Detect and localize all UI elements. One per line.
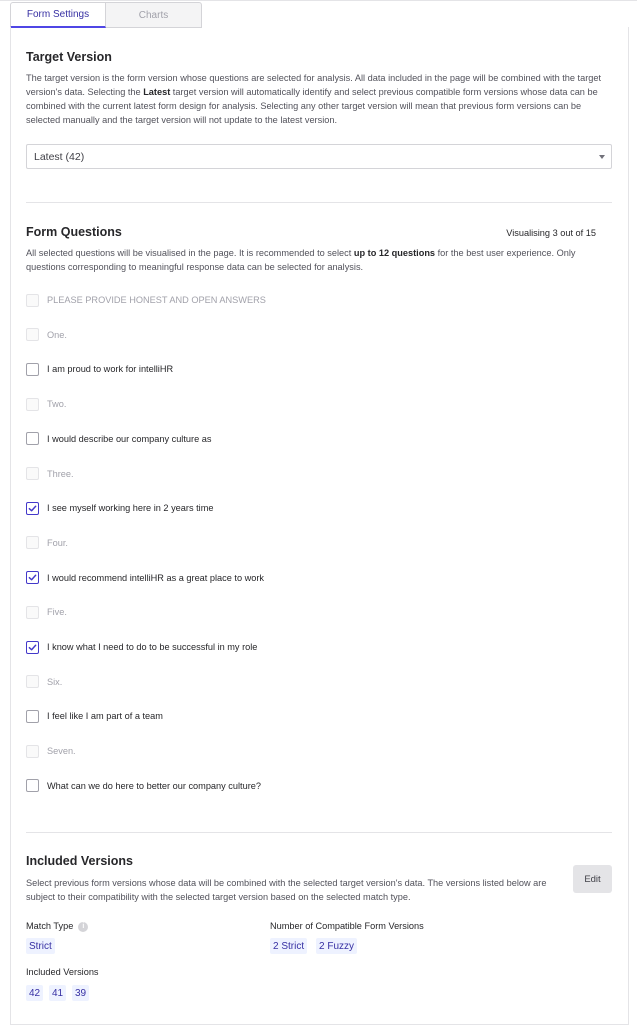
- question-row[interactable]: [26, 709, 163, 723]
- checkbox: [26, 536, 39, 549]
- match-type-label: Match Type: [26, 921, 74, 931]
- question-label: Two.: [47, 399, 67, 410]
- compatible-strict-chip: 2 Strict: [270, 938, 307, 954]
- info-icon[interactable]: i: [78, 922, 88, 932]
- question-row[interactable]: [26, 362, 173, 376]
- checkbox[interactable]: [26, 710, 39, 723]
- question-label: One.: [47, 329, 67, 340]
- top-border: [0, 0, 637, 1]
- checkbox[interactable]: [26, 363, 39, 376]
- question-row: [26, 328, 67, 342]
- target-version-select[interactable]: [26, 144, 612, 169]
- included-version-chip: 42: [26, 985, 43, 1001]
- question-row[interactable]: [26, 432, 211, 446]
- section-divider: [26, 202, 612, 203]
- compatible-fuzzy-chip: 2 Fuzzy: [316, 938, 357, 954]
- question-row[interactable]: [26, 501, 213, 515]
- question-row: [26, 675, 62, 689]
- question-label: Five.: [47, 607, 67, 618]
- question-row: [26, 293, 266, 307]
- checkmark-icon: [28, 643, 37, 652]
- section-divider: [26, 832, 612, 833]
- included-version-chip: 41: [49, 985, 66, 1001]
- checkbox: [26, 745, 39, 758]
- question-label: I know what I need to do to be successful in my role: [47, 642, 258, 652]
- checkbox: [26, 675, 39, 688]
- question-row[interactable]: [26, 571, 264, 585]
- question-label: Four.: [47, 537, 68, 548]
- question-label: Three.: [47, 468, 74, 479]
- target-version-title: Target Version: [26, 50, 112, 64]
- included-version-chip: 39: [72, 985, 89, 1001]
- form-questions-description: [26, 246, 606, 274]
- form-questions-title: Form Questions: [26, 225, 122, 239]
- question-label: Seven.: [47, 746, 76, 757]
- match-type-label-wrap: [26, 921, 88, 932]
- compatible-versions-label: Number of Compatible Form Versions: [270, 921, 424, 931]
- question-label: Six.: [47, 676, 63, 687]
- checkbox: [26, 328, 39, 341]
- question-label: I would describe our company culture as: [47, 433, 212, 444]
- checkbox: [26, 398, 39, 411]
- question-label: I would recommend intelliHR as a great place to work: [47, 572, 265, 583]
- checkbox-checked[interactable]: [26, 641, 39, 654]
- question-label: I feel like I am part of a team: [47, 711, 163, 722]
- form-questions-desc-text-1: All selected questions will be visualised in the page. It is recommended to select: [26, 248, 354, 258]
- question-row[interactable]: [26, 779, 261, 793]
- target-version-desc-text-2: target version will automatically identify and select previous compatible form versions whose data can be combined with the current latest form design for analysis. Selecting any other target version will mean that previous form versions can be selected manually and the target version will not update to the latest version.: [26, 87, 598, 125]
- target-version-desc-text-1: The target version is the form version whose questions are selected for analysis. All data included in the page will be combined with the target version's data. Selecting the: [26, 73, 602, 97]
- included-versions-title: Included Versions: [26, 854, 133, 868]
- checkbox-checked[interactable]: [26, 502, 39, 515]
- question-row: [26, 605, 67, 619]
- form-questions-desc-text-2: for the best user experience. Only questions corresponding to meaningful response data can be selected for analysis.: [26, 248, 576, 272]
- tab-form-settings[interactable]: Form Settings: [10, 2, 106, 28]
- checkbox-checked[interactable]: [26, 571, 39, 584]
- chevron-down-icon: [599, 155, 605, 159]
- question-row: [26, 536, 68, 550]
- questions-counter: Visualising 3 out of 15: [506, 228, 596, 238]
- checkbox[interactable]: [26, 779, 39, 792]
- question-row: [26, 397, 66, 411]
- tab-bar: [10, 2, 202, 28]
- question-label: I see myself working here in 2 years time: [47, 503, 214, 514]
- tab-charts[interactable]: Charts: [106, 2, 202, 28]
- form-questions-desc-bold: up to 12 questions: [353, 248, 436, 258]
- checkbox: [26, 294, 39, 307]
- checkbox: [26, 606, 39, 619]
- question-row: [26, 744, 76, 758]
- target-version-description: [26, 71, 606, 127]
- question-label: I am proud to work for intelliHR: [47, 364, 174, 375]
- checkmark-icon: [28, 504, 37, 513]
- target-version-desc-bold: Latest: [143, 87, 171, 97]
- question-row[interactable]: [26, 640, 257, 654]
- checkbox: [26, 467, 39, 480]
- question-row: [26, 467, 74, 481]
- target-version-selected-value: Latest (42): [34, 150, 85, 163]
- question-label: What can we do here to better our company culture?: [47, 780, 261, 791]
- checkbox[interactable]: [26, 432, 39, 445]
- checkmark-icon: [28, 573, 37, 582]
- question-label: PLEASE PROVIDE HONEST AND OPEN ANSWERS: [47, 295, 266, 305]
- included-versions-description: Select previous form versions whose data will be combined with the selected target version's data. The versions listed below are subject to their compatibility with the selected target version based on the selected match type.: [26, 878, 547, 902]
- edit-button[interactable]: Edit: [573, 865, 612, 893]
- included-versions-label: Included Versions: [26, 967, 99, 977]
- match-type-chip: Strict: [26, 938, 55, 954]
